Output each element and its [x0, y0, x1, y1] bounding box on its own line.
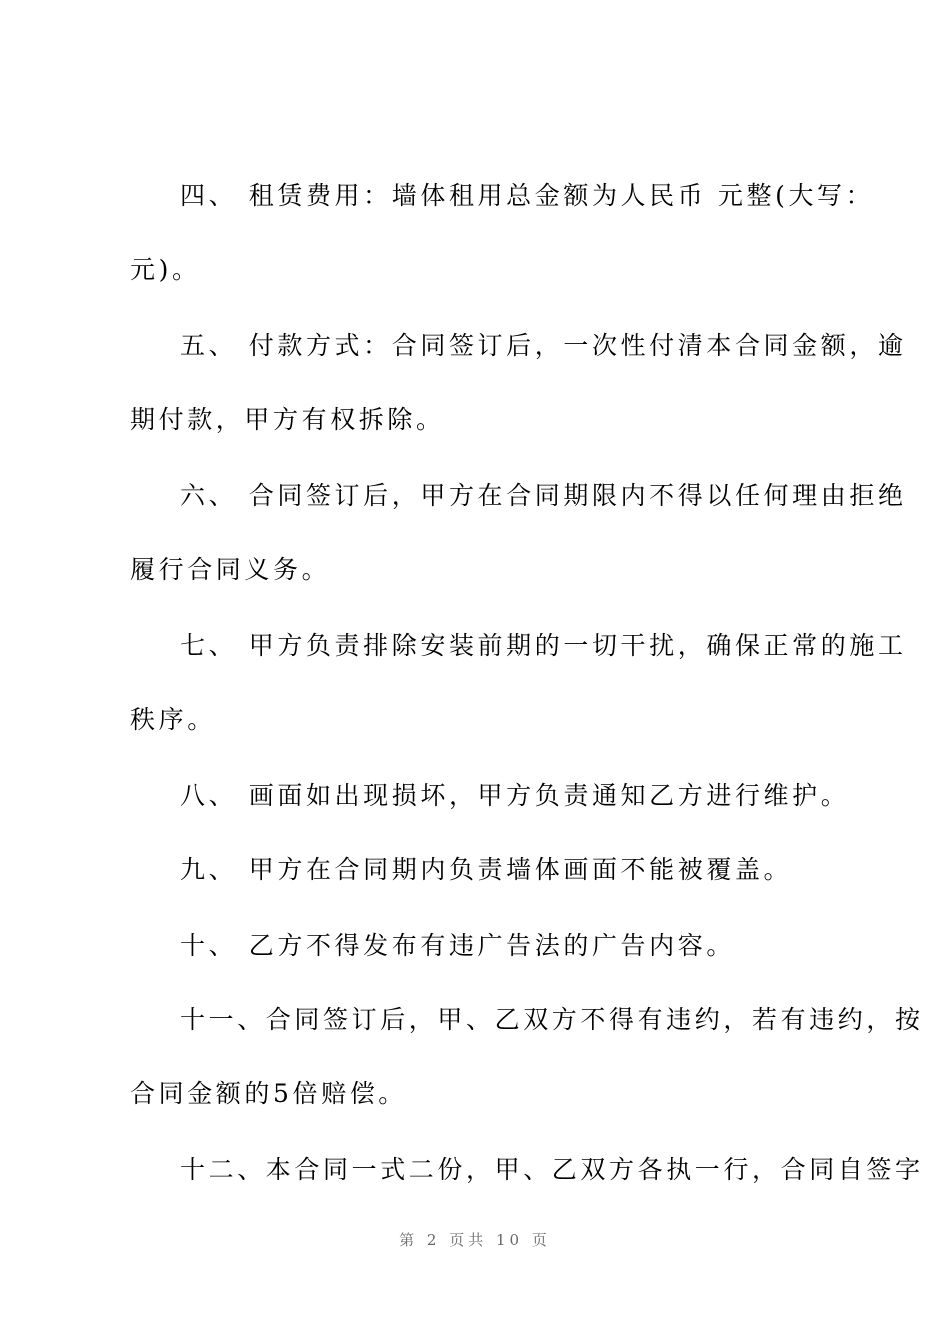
- clause-11-line-2: 合同金额的5倍赔偿。: [130, 1079, 407, 1108]
- clause-7-line-2: 秩序。: [130, 705, 216, 734]
- clause-4-line-2: 元)。: [130, 255, 201, 284]
- clause-10-line-1: 十、 乙方不得发布有违广告法的广告内容。: [180, 931, 735, 960]
- clause-4-line-1: 四、 租赁费用：墙体租用总金额为人民币 元整(大写：: [180, 181, 875, 210]
- clause-12-line-1: 十二、本合同一式二份，甲、乙双方各执一行，合同自签字: [180, 1155, 924, 1184]
- clause-8-line-1: 八、 画面如出现损坏，甲方负责通知乙方进行维护。: [180, 781, 850, 810]
- clause-5-line-1: 五、 付款方式：合同签订后，一次性付清本合同金额，逾: [180, 331, 907, 360]
- clause-7-line-1: 七、 甲方负责排除安装前期的一切干扰，确保正常的施工: [180, 631, 907, 660]
- clause-5-line-2: 期付款，甲方有权拆除。: [130, 405, 445, 434]
- clause-6-line-2: 履行合同义务。: [130, 555, 331, 584]
- page-number-footer: 第 2 页共 10 页: [399, 1231, 551, 1249]
- clause-9-line-1: 九、 甲方在合同期内负责墙体画面不能被覆盖。: [180, 855, 793, 884]
- clause-11-line-1: 十一、合同签订后，甲、乙双方不得有违约，若有违约，按: [180, 1005, 924, 1034]
- clause-6-line-1: 六、 合同签订后，甲方在合同期限内不得以任何理由拒绝: [180, 481, 907, 510]
